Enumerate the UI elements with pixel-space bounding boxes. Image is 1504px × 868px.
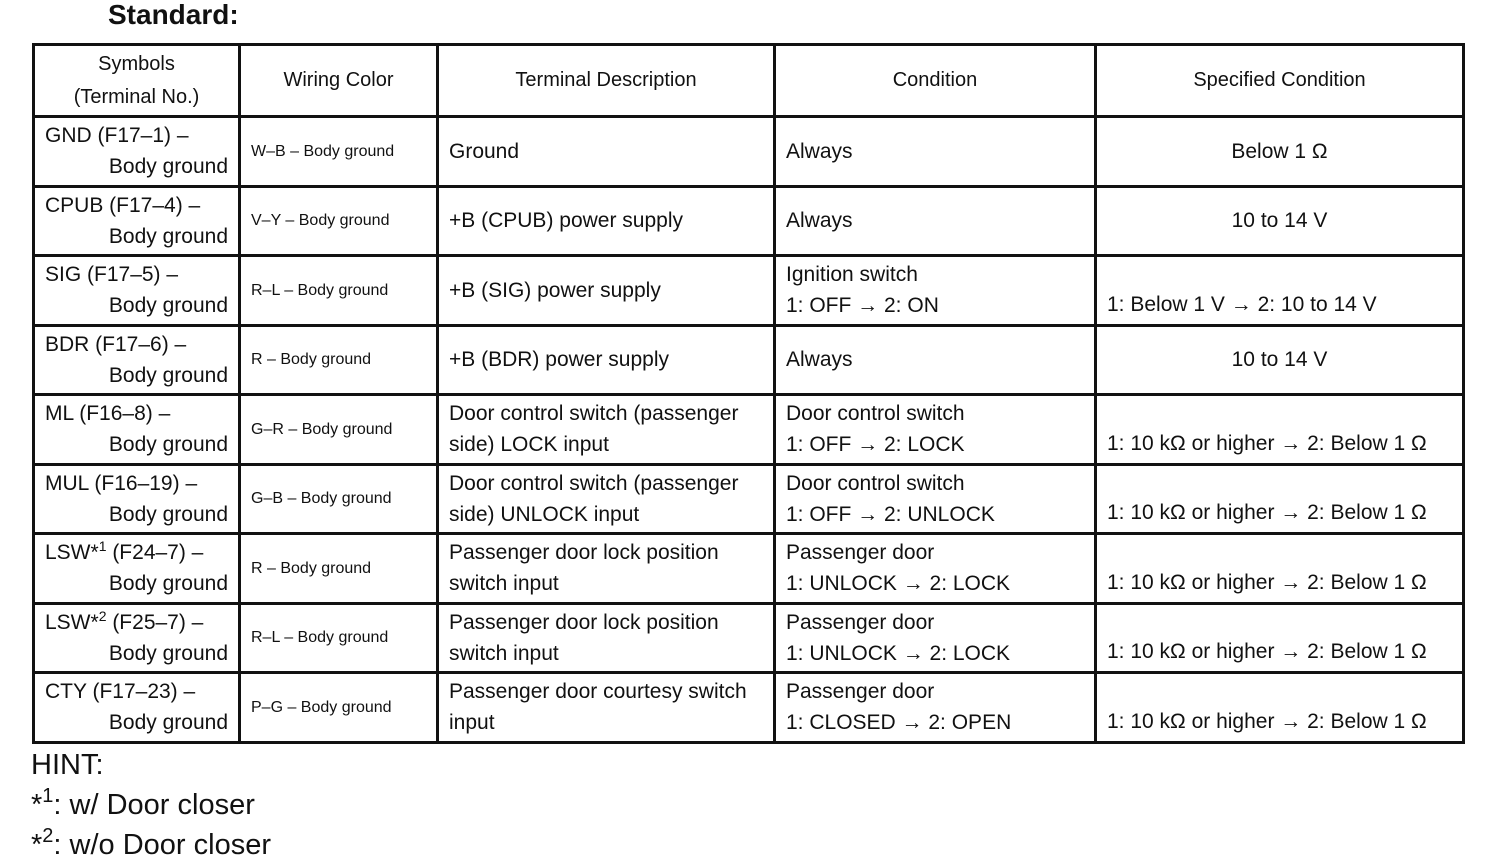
page-title: Standard: bbox=[108, 0, 239, 30]
cell-wiring-color: R–L – Body ground bbox=[240, 256, 438, 326]
cell-specified-condition: 10 to 14 V bbox=[1096, 325, 1464, 395]
table-row bbox=[34, 464, 1464, 534]
table-row bbox=[34, 325, 1464, 395]
cell-condition: Passenger door 1: UNLOCK → 2: LOCK bbox=[775, 603, 1096, 673]
cell-wiring-color: R – Body ground bbox=[240, 325, 438, 395]
header-symbols bbox=[34, 45, 240, 117]
cell-terminal-description: Passenger door lock position switch input bbox=[438, 603, 775, 673]
cell-symbol: MUL (F16–19) – Body ground bbox=[34, 464, 240, 534]
cell-condition: Always bbox=[775, 186, 1096, 256]
cell-symbol: CPUB (F17–4) – Body ground bbox=[34, 186, 240, 256]
cell-terminal-description: +B (SIG) power supply bbox=[438, 256, 775, 326]
cell-wiring-color: R–L – Body ground bbox=[240, 603, 438, 673]
table-row bbox=[34, 395, 1464, 465]
cell-symbol: LSW*$^2$ (F25–7) – Body ground bbox=[34, 603, 240, 673]
header-wiring-color: Wiring Color bbox=[240, 45, 438, 117]
cell-wiring-color: G–B – Body ground bbox=[240, 464, 438, 534]
hint-label: HINT: bbox=[31, 749, 104, 781]
cell-condition: Always bbox=[775, 117, 1096, 187]
cell-specified-condition: 1: 10 kΩ or higher → 2: Below 1 Ω bbox=[1096, 395, 1464, 465]
table-row bbox=[34, 673, 1464, 743]
header-specified-condition: Specified Condition bbox=[1096, 45, 1464, 117]
table-header-row bbox=[34, 45, 1464, 117]
cell-specified-condition: 1: 10 kΩ or higher → 2: Below 1 Ω bbox=[1096, 603, 1464, 673]
cell-wiring-color: V–Y – Body ground bbox=[240, 186, 438, 256]
cell-terminal-description: Passenger door courtesy switch input bbox=[438, 673, 775, 743]
cell-symbol: SIG (F17–5) – Body ground bbox=[34, 256, 240, 326]
cell-wiring-color: G–R – Body ground bbox=[240, 395, 438, 465]
cell-terminal-description: Ground bbox=[438, 117, 775, 187]
table-row bbox=[34, 117, 1464, 187]
table-row bbox=[34, 603, 1464, 673]
table-row bbox=[34, 534, 1464, 604]
cell-terminal-description: Door control switch (passenger side) UNLOCK input bbox=[438, 464, 775, 534]
cell-symbol: GND (F17–1) – Body ground bbox=[34, 117, 240, 187]
cell-condition: Door control switch 1: OFF → 2: LOCK bbox=[775, 395, 1096, 465]
cell-condition: Passenger door 1: CLOSED → 2: OPEN bbox=[775, 673, 1096, 743]
cell-specified-condition: 1: 10 kΩ or higher → 2: Below 1 Ω bbox=[1096, 534, 1464, 604]
cell-condition: Passenger door 1: UNLOCK → 2: LOCK bbox=[775, 534, 1096, 604]
table-row bbox=[34, 186, 1464, 256]
header-symbols-line2: (Terminal No.) bbox=[73, 85, 200, 108]
cell-symbol: BDR (F17–6) – Body ground bbox=[34, 325, 240, 395]
footnote-mark: 2 bbox=[98, 607, 107, 624]
cell-terminal-description: +B (BDR) power supply bbox=[438, 325, 775, 395]
cell-specified-condition: 1: 10 kΩ or higher → 2: Below 1 Ω bbox=[1096, 673, 1464, 743]
table-row bbox=[34, 256, 1464, 326]
footnote-mark: 1 bbox=[98, 538, 107, 555]
header-condition: Condition bbox=[775, 45, 1096, 117]
hint-note: *$^1$: w/ Door closer bbox=[31, 785, 255, 821]
cell-wiring-color: R – Body ground bbox=[240, 534, 438, 604]
cell-symbol: LSW*$^1$ (F24–7) – Body ground bbox=[34, 534, 240, 604]
cell-terminal-description: Passenger door lock position switch input bbox=[438, 534, 775, 604]
cell-wiring-color: W–B – Body ground bbox=[240, 117, 438, 187]
cell-condition: Door control switch 1: OFF → 2: UNLOCK bbox=[775, 464, 1096, 534]
cell-specified-condition: 1: Below 1 V → 2: 10 to 14 V bbox=[1096, 256, 1464, 326]
cell-specified-condition: 1: 10 kΩ or higher → 2: Below 1 Ω bbox=[1096, 464, 1464, 534]
cell-condition: Always bbox=[775, 325, 1096, 395]
cell-terminal-description: +B (CPUB) power supply bbox=[438, 186, 775, 256]
cell-wiring-color: P–G – Body ground bbox=[240, 673, 438, 743]
spec-table bbox=[32, 43, 1465, 744]
cell-symbol: ML (F16–8) – Body ground bbox=[34, 395, 240, 465]
cell-terminal-description: Door control switch (passenger side) LOCK input bbox=[438, 395, 775, 465]
header-symbols-line1: Symbols bbox=[98, 52, 175, 75]
hint-note: *$^2$: w/o Door closer bbox=[31, 825, 271, 861]
header-terminal-description: Terminal Description bbox=[438, 45, 775, 117]
cell-condition: Ignition switch 1: OFF → 2: ON bbox=[775, 256, 1096, 326]
cell-specified-condition: Below 1 Ω bbox=[1096, 117, 1464, 187]
cell-specified-condition: 10 to 14 V bbox=[1096, 186, 1464, 256]
cell-symbol: CTY (F17–23) – Body ground bbox=[34, 673, 240, 743]
